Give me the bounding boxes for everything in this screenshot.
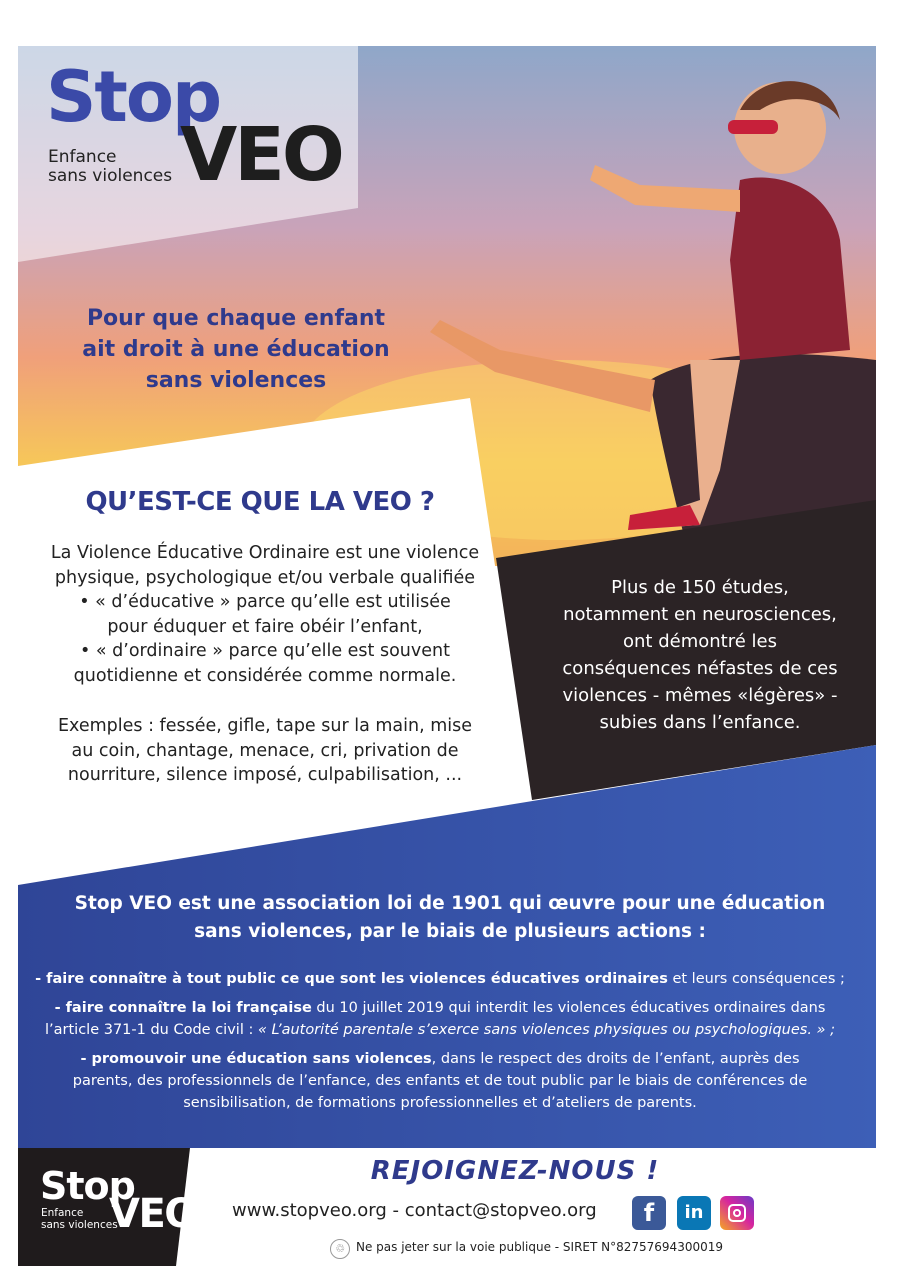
footer-logo-tagline-line1: Enfance: [41, 1207, 84, 1219]
definition-line: pour éduquer et faire obéir l’enfant,: [107, 616, 423, 637]
association-heading: [40, 890, 860, 946]
action-1: [20, 968, 860, 990]
studies-line: conséquences néfastes de ces: [562, 658, 838, 679]
join-us-heading: REJOIGNEZ-NOUS !: [370, 1156, 660, 1186]
action-1-bold: - faire connaître à tout public ce que sont les violences éducatives ordinaires: [35, 971, 668, 987]
action-2-quote: « L’autorité parentale s’exerce sans violences physiques ou psychologiques. » ;: [257, 1022, 835, 1038]
action-2-line2: l’article 371-1 du Code civil :: [45, 1022, 258, 1038]
action-3: [20, 1048, 860, 1114]
logo-veo-text: VEO: [180, 112, 342, 198]
definition-line: • « d’éducative » parce qu’elle est utilisée: [79, 592, 451, 612]
studies-line: violences - mêmes «légères» -: [562, 685, 838, 706]
tagline-line3: sans violences: [145, 368, 327, 393]
instagram-icon[interactable]: [720, 1196, 754, 1230]
action-2: [20, 997, 860, 1041]
footer-logo-stop: Stop: [40, 1164, 135, 1208]
facebook-icon[interactable]: f: [632, 1196, 666, 1230]
association-heading-line1: Stop VEO est une association loi de 1901 qui œuvre pour une éducation: [74, 893, 826, 914]
studies-line: Plus de 150 études,: [611, 577, 789, 598]
main-tagline: [36, 303, 436, 396]
recycle-icon: ♲: [330, 1239, 350, 1259]
logo-stop-text: Stop: [46, 56, 221, 138]
definition-line: • « d’ordinaire » parce qu’elle est souvent: [80, 641, 450, 661]
action-2-bold: - faire connaître la loi française: [54, 1000, 312, 1016]
studies-text: [540, 574, 860, 736]
footer-note: Ne pas jeter sur la voie publique - SIRET N°82757694300019: [356, 1240, 724, 1254]
veo-question-title: QU’EST-CE QUE LA VEO ?: [85, 487, 435, 517]
action-3-line2: parents, des professionnels de l’enfance, des enfants et de tout public par le biais de conférences de: [72, 1073, 808, 1089]
tagline-line2: ait droit à une éducation: [82, 337, 390, 362]
examples-line: nourriture, silence imposé, culpabilisation, ...: [67, 765, 463, 785]
tagline-line1: Pour que chaque enfant: [86, 306, 386, 331]
action-2-rest: du 10 juillet 2019 qui interdit les violences éducatives ordinaires dans: [311, 1000, 826, 1016]
logo-tagline: [48, 148, 172, 186]
definition-line: physique, psychologique et/ou verbale qualifiée: [54, 567, 476, 588]
examples-line: Exemples : fessée, gifle, tape sur la main, mise: [57, 716, 473, 736]
footer-logo-veo: VEO: [109, 1191, 197, 1237]
association-heading-line2: sans violences, par le biais de plusieurs actions :: [194, 921, 706, 942]
instagram-lens: [733, 1209, 741, 1217]
veo-examples: [30, 714, 500, 788]
action-3-rest: , dans le respect des droits de l’enfant, auprès des: [431, 1051, 800, 1067]
logo-tagline-line2: sans violences: [48, 166, 173, 186]
action-3-line3: sensibilisation, de formations professionnelles et d’ateliers de parents.: [183, 1095, 697, 1111]
linkedin-icon[interactable]: in: [677, 1196, 711, 1230]
examples-line: au coin, chantage, menace, cri, privation de: [71, 740, 459, 761]
action-1-rest: et leurs conséquences ;: [667, 971, 845, 987]
logo-tagline-line1: Enfance: [48, 147, 117, 167]
veo-definition: [30, 541, 500, 688]
contact-links[interactable]: www.stopveo.org - contact@stopveo.org: [232, 1200, 597, 1221]
studies-line: ont démontré les: [623, 631, 777, 652]
footer-logo-tagline: [41, 1207, 118, 1231]
definition-line: quotidienne et considérée comme normale.: [73, 665, 457, 686]
definition-line: La Violence Éducative Ordinaire est une violence: [50, 543, 480, 563]
action-3-bold: - promouvoir une éducation sans violences: [80, 1051, 432, 1067]
studies-line: subies dans l’enfance.: [599, 712, 801, 733]
studies-line: notamment en neurosciences,: [563, 604, 837, 625]
footer-logo-tagline-line2: sans violences: [41, 1219, 118, 1231]
